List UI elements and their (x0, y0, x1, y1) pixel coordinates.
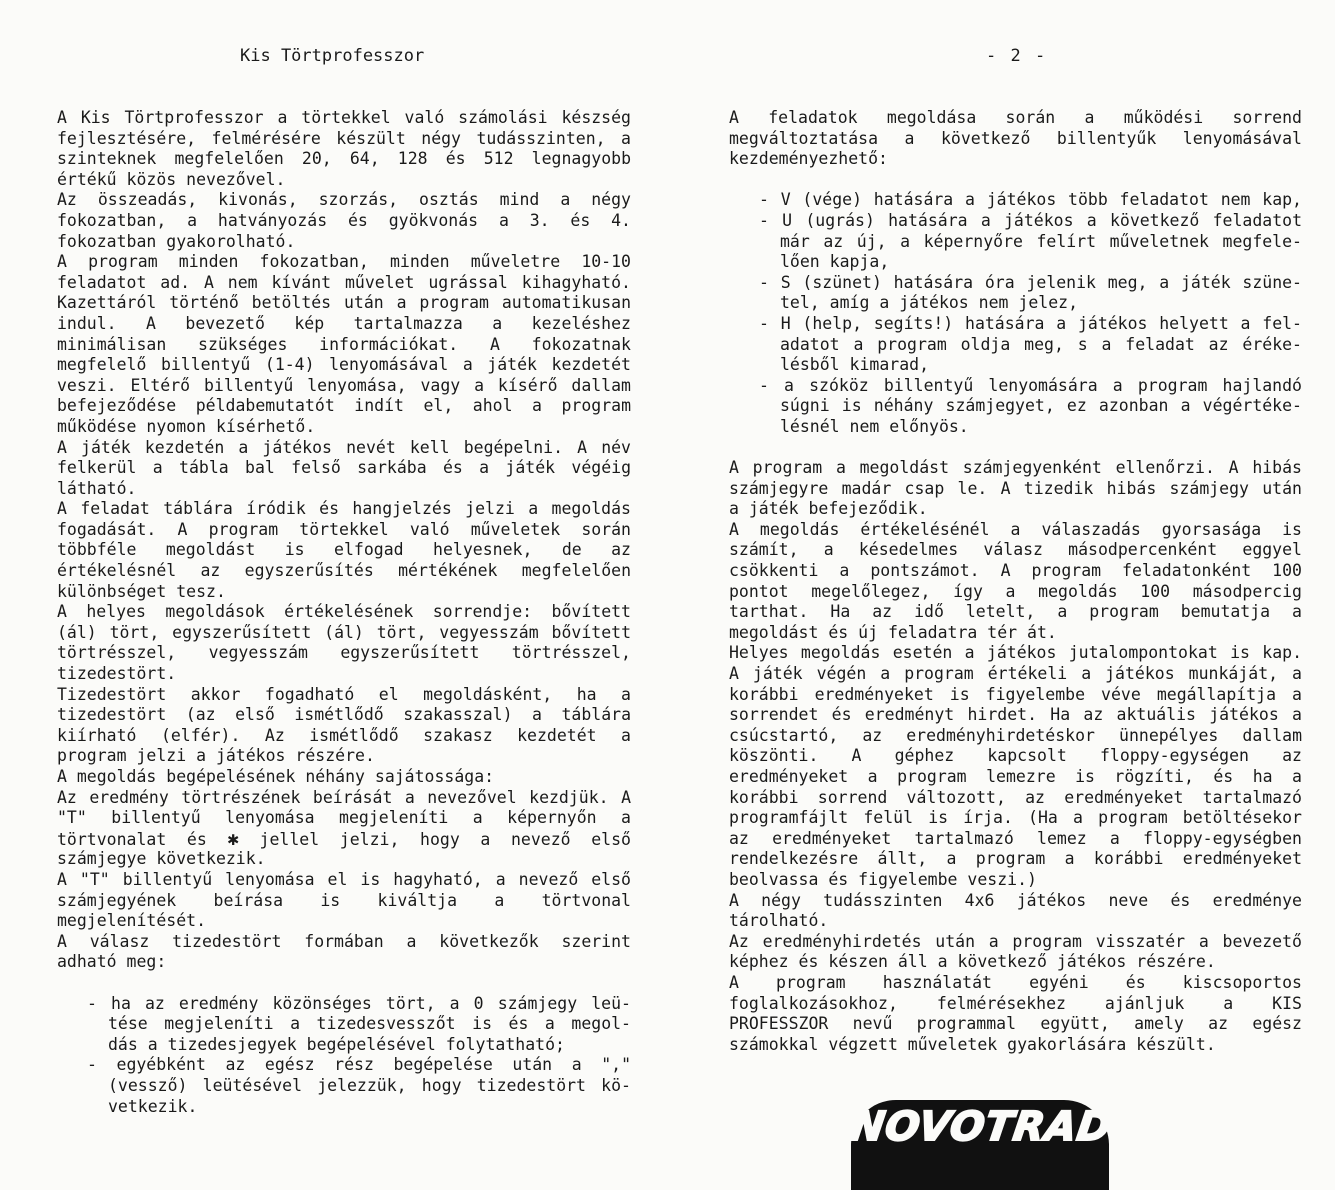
text-line: megoldást és új feladatra tér át. (729, 622, 1057, 642)
text-line: A játék kezdetén a játékos nevét kell begépelni. A név (57, 437, 631, 457)
text-line: tárolható. (729, 911, 829, 931)
text-line: PROFESSZOR nevű programmal együtt, amely az egész (729, 1014, 1302, 1034)
text-line: számjegyre madár csap le. A tizedik hibás számjegy után (729, 478, 1302, 498)
text-line: különbséget tesz. (57, 581, 226, 601)
publisher-logo (847, 1100, 1144, 1190)
text-line: Tizedestört akkor fogadható el megoldásként, ha a (57, 684, 631, 704)
text-line: adatot a program oldja meg, s a feladat az éréke- (780, 334, 1302, 354)
text-line: működése nyomon kísérhető. (57, 416, 316, 436)
text-line: látható. (57, 478, 137, 498)
text-line: - H (help, segíts!) hatására a játékos helyett a fel- (759, 313, 1302, 333)
text-line: csúcstartó, az eredményhirdetéskor ünnepélyes dallam (729, 725, 1302, 745)
text-line: törtvonalat és ✱ jellel jelzi, hogy a nevező első (57, 827, 631, 850)
text-line: A válasz tizedestört formában a következők szerint (57, 931, 631, 951)
text-line: A Kis Törtprofesszor a törtekkel való számolási készség (57, 108, 631, 127)
text-line: - S (szünet) hatására óra jelenik meg, a játék szüne- (759, 272, 1302, 292)
text-line: felkerül a tábla bal felső sarkába és a játék végéig (57, 458, 631, 478)
right-text-column (729, 108, 1302, 1055)
text-line: korábbi eredményeket is figyelembe véve megállapítja a (729, 684, 1302, 704)
text-line: A program használatát egyéni és kiscsoportos (729, 972, 1302, 992)
text-line: lően kapja, (780, 252, 890, 272)
text-line: indul. A bevezető kép tartalmazza a kezeléshez (57, 313, 631, 333)
text-line: szinteknek megfelelően 20, 64, 128 és 512 legnagyobb (57, 149, 631, 169)
text-line: - U (ugrás) hatására a játékos a következő feladatot (759, 210, 1302, 230)
text-line: értékű közös nevezővel. (57, 169, 286, 189)
text-line: minimálisan szükséges információkat. A fokozatnak (57, 334, 631, 354)
text-line: A megoldás értékelésénél a válaszadás gyorsasága is (729, 519, 1302, 539)
text-line: (ál) tört, egyszerűsített (ál) tört, vegyesszám bővített (57, 622, 631, 642)
text-line: tizedestört. (57, 664, 177, 684)
text-line: képhez és készen áll a következő játékos részére. (729, 952, 1216, 972)
text-line: fokozatban, a hatványozás és gyökvonás a 3. és 4. (57, 210, 631, 230)
text-line: már az új, a képernyőre felírt műveletnek megfele- (780, 231, 1302, 251)
text-line: Az eredmény törtrészének beírását a nevezővel kezdjük. A (57, 787, 631, 807)
text-line: számít, a késedelmes válasz másodpercenként eggyel (729, 540, 1302, 560)
text-line: tel, amíg a játékos nem jelez, (780, 293, 1079, 313)
text-line: (vessző) leütésével jelezzük, hogy tizedestört kö- (108, 1075, 631, 1095)
asterisk-icon: ✱ (227, 827, 239, 850)
text-line: tizedestört (az első ismétlődő szakasszal) a táblára (57, 705, 631, 725)
text-line: A négy tudásszinten 4x6 játékos neve és eredménye (729, 890, 1302, 910)
text-line: beolvassa és figyelembe veszi.) (729, 869, 1037, 889)
text-line: Az összeadás, kivonás, szorzás, osztás mind a négy (57, 190, 631, 210)
text-line: tarthat. Ha az idő letelt, a program bemutatja a (729, 602, 1302, 622)
text-line: A megoldás begépelésének néhány sajátossága: (57, 767, 495, 786)
text-line: befejeződése példabemutatót indít el, ahol a program (57, 396, 631, 416)
text-line: kiírható (elfér). Az ismétlődő szakasz kezdetét a (57, 725, 631, 745)
text-line: veszi. Eltérő billentyű lenyomása, vagy a kísérő dallam (57, 375, 631, 395)
text-line: kezdeményezhető: (729, 149, 888, 169)
text-line: eredményeket a program lemezre is rögzíti, és ha a (729, 767, 1302, 786)
text-line: programfájlt felül is írja. (Ha a program betöltésekor (729, 808, 1302, 828)
text-line: Kazettáról történő betöltés után a program automatikusan (57, 293, 631, 313)
text-line: foglalkozásokhoz, felmérésekhez ajánljuk a KIS (729, 993, 1302, 1013)
text-line: "T" billentyű lenyomása megjeleníti a képernyőn a (57, 808, 631, 828)
text-line: a játék befejeződik. (729, 499, 928, 519)
left-text-column (57, 108, 631, 1117)
text-line: többféle megoldást is elfogad helyesnek, de az (57, 540, 631, 560)
text-line: megfelelő billentyű (1-4) lenyomásával a játék kezdetét (57, 355, 631, 375)
text-line: megváltoztatása a következő billentyűk lenyomásával (729, 128, 1302, 148)
text-line: csökkenti a pontszámot. A program feladatonként 100 (729, 561, 1302, 581)
text-line: számjegyének beírása is kiváltja a törtvonal (57, 890, 631, 910)
publisher-logo-text: NOVOTRADE (847, 1104, 1144, 1150)
text-line: sorrendet és eredményt hirdet. Ha az aktuális játékos a (729, 705, 1302, 725)
text-line: fogadását. A program törtekkel való műveletek során (57, 519, 631, 539)
text-line: - a szóköz billentyű lenyomására a program hajlandó (759, 375, 1302, 395)
text-line: lésből kimarad, (780, 355, 930, 375)
text-line: program jelzi a játékos részére. (57, 746, 375, 766)
text-line: fokozatban gyakorolható. (57, 231, 296, 251)
text-line: megjelenítését. (57, 911, 207, 931)
text-line: - ha az eredmény közönséges tört, a 0 számjegy leü- (87, 993, 631, 1013)
text-line: Az eredményhirdetés után a program visszatér a bevezető (729, 931, 1302, 951)
page-number: - 2 - (986, 46, 1048, 66)
text-line: A feladatok megoldása során a működési sorrend (729, 108, 1302, 127)
text-line: tése megjeleníti a tizedesvesszőt is és a megol- (108, 1014, 631, 1034)
text-line: A program a megoldást számjegyenként ellenőrzi. A hibás (729, 458, 1302, 478)
text-line: vetkezik. (108, 1096, 198, 1116)
text-line: számokkal végzett műveletek gyakorlására készült. (729, 1034, 1216, 1054)
text-line: korábbi sorrend változott, az eredményeket tartalmazó (729, 787, 1302, 807)
text-line: A program minden fokozatban, minden műveletre 10-10 (57, 252, 631, 272)
text-line: értékelésnél az egyszerűsítés mértékének megfelelően (57, 561, 631, 581)
text-line: törtrésszel, vegyesszám egyszerűsített törtrésszel, (57, 643, 631, 663)
text-line: A helyes megoldások értékelésének sorrendje: bővített (57, 602, 631, 622)
text-line: Helyes megoldás esetén a játékos jutalompontokat is kap. (729, 643, 1302, 663)
text-line: lésnél nem előnyös. (780, 416, 969, 436)
text-line: A feladat táblára íródik és hangjelzés jelzi a megoldás (57, 499, 631, 519)
text-line: - egyébként az egész rész begépelése után a "," (87, 1055, 631, 1075)
page-header-title: Kis Törtprofesszor (240, 46, 425, 66)
paragraph-gap (57, 973, 631, 994)
text-line: rendelkezésre állt, a program a korábbi eredményeket (729, 849, 1302, 869)
text-line: A játék végén a program értékeli a játékos munkáját, a (729, 664, 1302, 684)
text-line: fejlesztésére, felmérésére készült négy tudásszinten, a (57, 128, 631, 148)
text-line: súgni is néhány számjegyet, ez azonban a végértéke- (780, 396, 1302, 416)
text-line: feladatot ad. A nem kívánt művelet ugrással kihagyható. (57, 272, 631, 292)
text-line: pontot megelőlegez, így a megoldás 100 másodpercig (729, 581, 1302, 601)
text-line: az eredményeket tartalmazó lemez a floppy-egységben (729, 828, 1302, 848)
text-line: köszönti. A géphez kapcsolt floppy-egységen az (729, 746, 1302, 766)
text-line: A "T" billentyű lenyomása el is hagyható, a nevező első (57, 869, 631, 889)
paragraph-gap (729, 170, 1302, 191)
text-line: adható meg: (57, 952, 167, 972)
text-line: dás a tizedesjegyek begépelésével folytatható; (108, 1034, 565, 1054)
paragraph-gap (729, 438, 1302, 459)
text-line: számjegye következik. (57, 849, 266, 869)
text-line: - V (vége) hatására a játékos több feladatot nem kap, (759, 190, 1302, 210)
